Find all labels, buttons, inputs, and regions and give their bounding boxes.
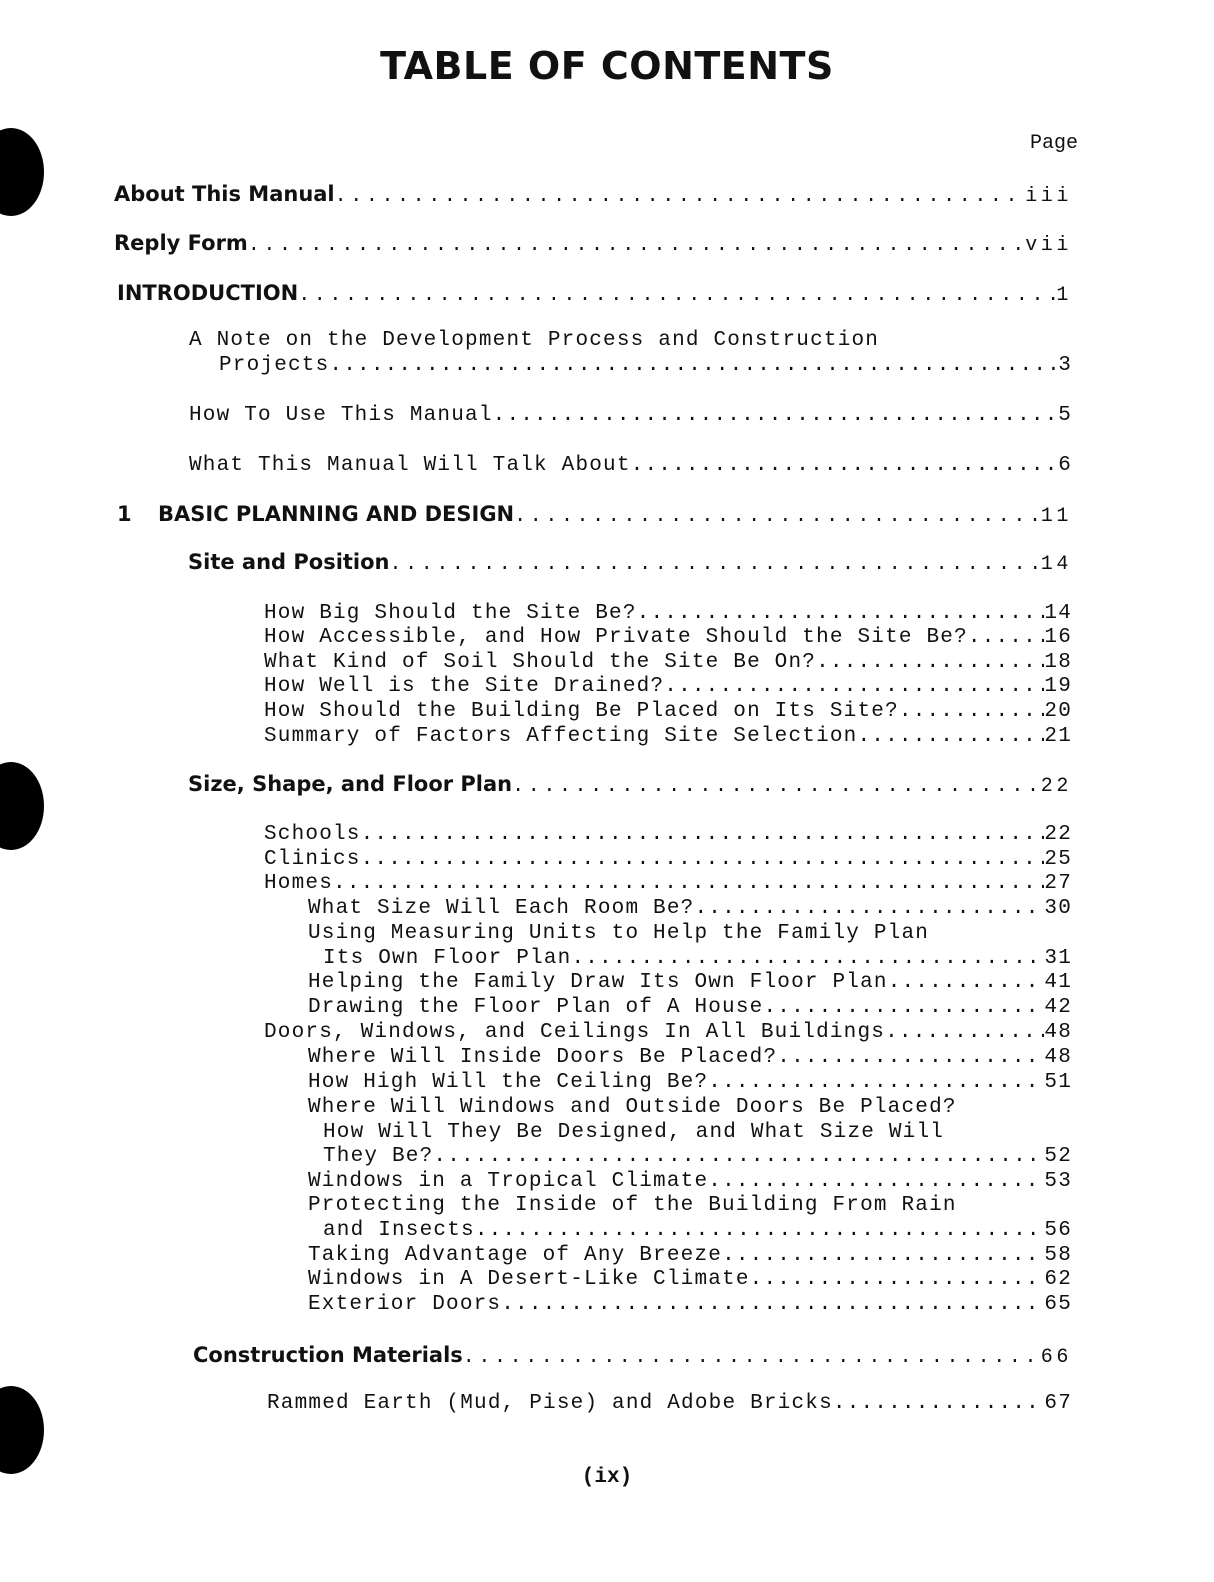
toc-entry: INTRODUCTION ..... 1 <box>117 279 1072 307</box>
page-number-footer: (ix) <box>581 1466 633 1489</box>
page-column-label: Page <box>1029 132 1078 155</box>
toc-entry: Taking Advantage of Any Breeze ..... 58 <box>308 1242 1072 1270</box>
toc-entry: Helping the Family Draw Its Own Floor Plan ..... 41 <box>308 969 1072 997</box>
toc-entry: How Well is the Site Drained? ..... 19 <box>264 673 1072 701</box>
toc-entry: Windows in A Desert-Like Climate ..... 62 <box>308 1266 1072 1294</box>
toc-entry-text: Protecting the Inside of the Building From Rain <box>308 1194 957 1217</box>
toc-entry-text: A Note on the Development Process and Construction <box>189 329 880 352</box>
toc-entry: Homes ..... 27 <box>264 870 1072 898</box>
toc-entry: Exterior Doors ..... 65 <box>308 1291 1072 1319</box>
toc-entry: How To Use This Manual ..... 5 <box>189 402 1072 430</box>
toc-entry: What This Manual Will Talk About ..... 6 <box>189 452 1072 480</box>
toc-entry: Site and Position ..... 14 <box>188 548 1072 576</box>
toc-entry: and Insects ..... 56 <box>323 1217 1072 1245</box>
toc-entry: Rammed Earth (Mud, Pise) and Adobe Bricks ..... 67 <box>267 1390 1072 1418</box>
binder-hole <box>0 128 44 216</box>
toc-entry: Projects ..... 3 <box>219 352 1072 380</box>
toc-entry: Reply Form ..... vii <box>114 229 1072 257</box>
toc-entry: What Kind of Soil Should the Site Be On? ..... 18 <box>264 649 1072 677</box>
toc-entry: Schools ..... 22 <box>264 821 1072 849</box>
toc-entry: How Should the Building Be Placed on Its Site? ..... 20 <box>264 698 1072 726</box>
toc-entry-text: How Will They Be Designed, and What Size Will <box>323 1121 945 1144</box>
binder-hole <box>0 762 44 850</box>
toc-entry: They Be? ..... 52 <box>323 1143 1072 1171</box>
toc-entry: Its Own Floor Plan ..... 31 <box>323 945 1072 973</box>
page-title: TABLE OF CONTENTS <box>380 44 834 88</box>
toc-entry: Where Will Inside Doors Be Placed? ..... 48 <box>308 1044 1072 1072</box>
toc-entry: About This Manual ..... iii <box>114 180 1072 208</box>
binder-hole <box>0 1386 44 1474</box>
toc-entry: Summary of Factors Affecting Site Selection ..... 21 <box>264 723 1072 751</box>
toc-entry-text: Where Will Windows and Outside Doors Be Placed? <box>308 1096 957 1119</box>
chapter-number: 1 <box>117 502 132 526</box>
toc-entry: Size, Shape, and Floor Plan ..... 22 <box>188 770 1072 798</box>
toc-entry: How Accessible, and How Private Should the Site Be? ..... 16 <box>264 624 1072 652</box>
toc-entry: How Big Should the Site Be? ..... 14 <box>264 600 1072 628</box>
toc-entry: Windows in a Tropical Climate ..... 53 <box>308 1168 1072 1196</box>
toc-entry: How High Will the Ceiling Be? ..... 51 <box>308 1069 1072 1097</box>
toc-entry: Construction Materials ..... 66 <box>193 1341 1072 1369</box>
toc-entry: Clinics ..... 25 <box>264 846 1072 874</box>
toc-entry-text: Using Measuring Units to Help the Family Plan <box>308 922 930 945</box>
toc-entry: What Size Will Each Room Be? ..... 30 <box>308 895 1072 923</box>
toc-entry: Drawing the Floor Plan of A House ..... 42 <box>308 994 1072 1022</box>
toc-entry: BASIC PLANNING AND DESIGN ..... 11 <box>158 500 1072 528</box>
toc-entry: Doors, Windows, and Ceilings In All Buildings ..... 48 <box>264 1019 1072 1047</box>
